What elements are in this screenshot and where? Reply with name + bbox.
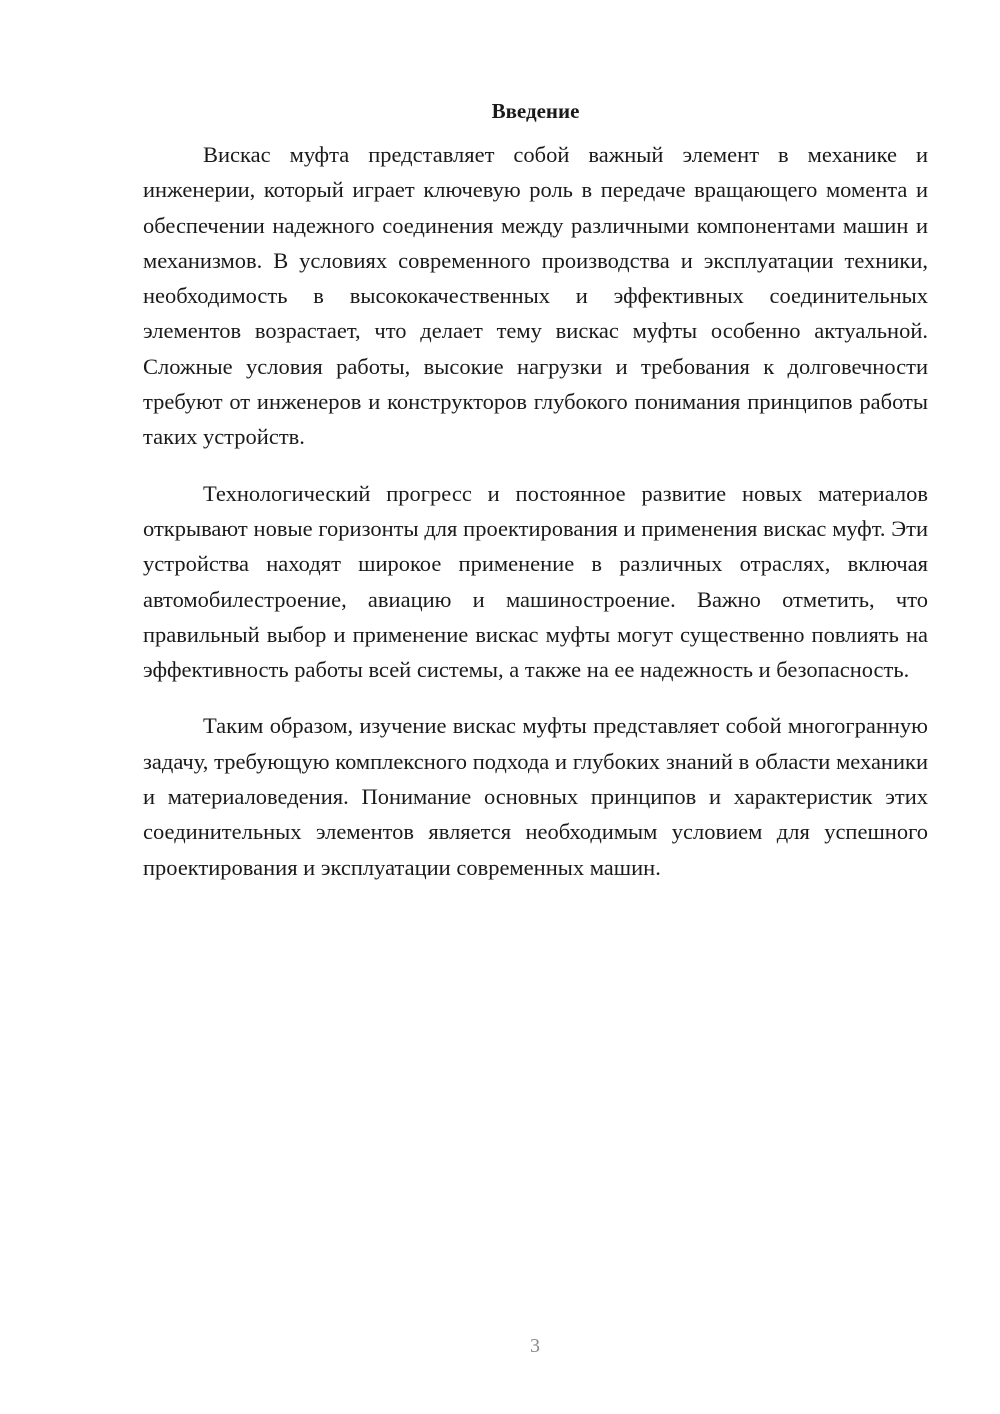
section-heading: Введение [491, 99, 580, 123]
paragraph-3: Таким образом, изучение вискас муфты представляет собой многогранную задачу, требующую комплексного подхода и глубоких знаний в области механики и материаловедения. Понимание основных принципов и характеристик этих соединительных элементов является необходимым условием для успешного проектирования и эксплуатации современных машин. [143, 713, 928, 880]
page-number: 3 [530, 1335, 540, 1357]
paragraph-1: Вискас муфта представляет собой важный элемент в механике и инженерии, который играет ключевую роль в передаче вращающего момента и обеспечении надежного соединения между различными компонентами машин и механизмов. В условиях современного производства и эксплуатации техники, необходимость в высококачественных и эффективных соединительных элементов возрастает, что делает тему вискас муфты особенно актуальной. Сложные условия работы, высокие нагрузки и требования к долговечности требуют от инженеров и конструкторов глубокого понимания принципов работы таких устройств. [143, 142, 928, 450]
page-content [143, 96, 928, 906]
paragraph-2: Технологический прогресс и постоянное развитие новых материалов открывают новые горизонты для проектирования и применения вискас муфт. Эти устройства находят широкое применение в различных отраслях, включая автомобилестроение, авиацию и машиностроение. Важно отметить, что правильный выбор и применение вискас муфты могут существенно повлиять на эффективность работы всей системы, а также на ее надежность и безопасность. [143, 480, 928, 683]
